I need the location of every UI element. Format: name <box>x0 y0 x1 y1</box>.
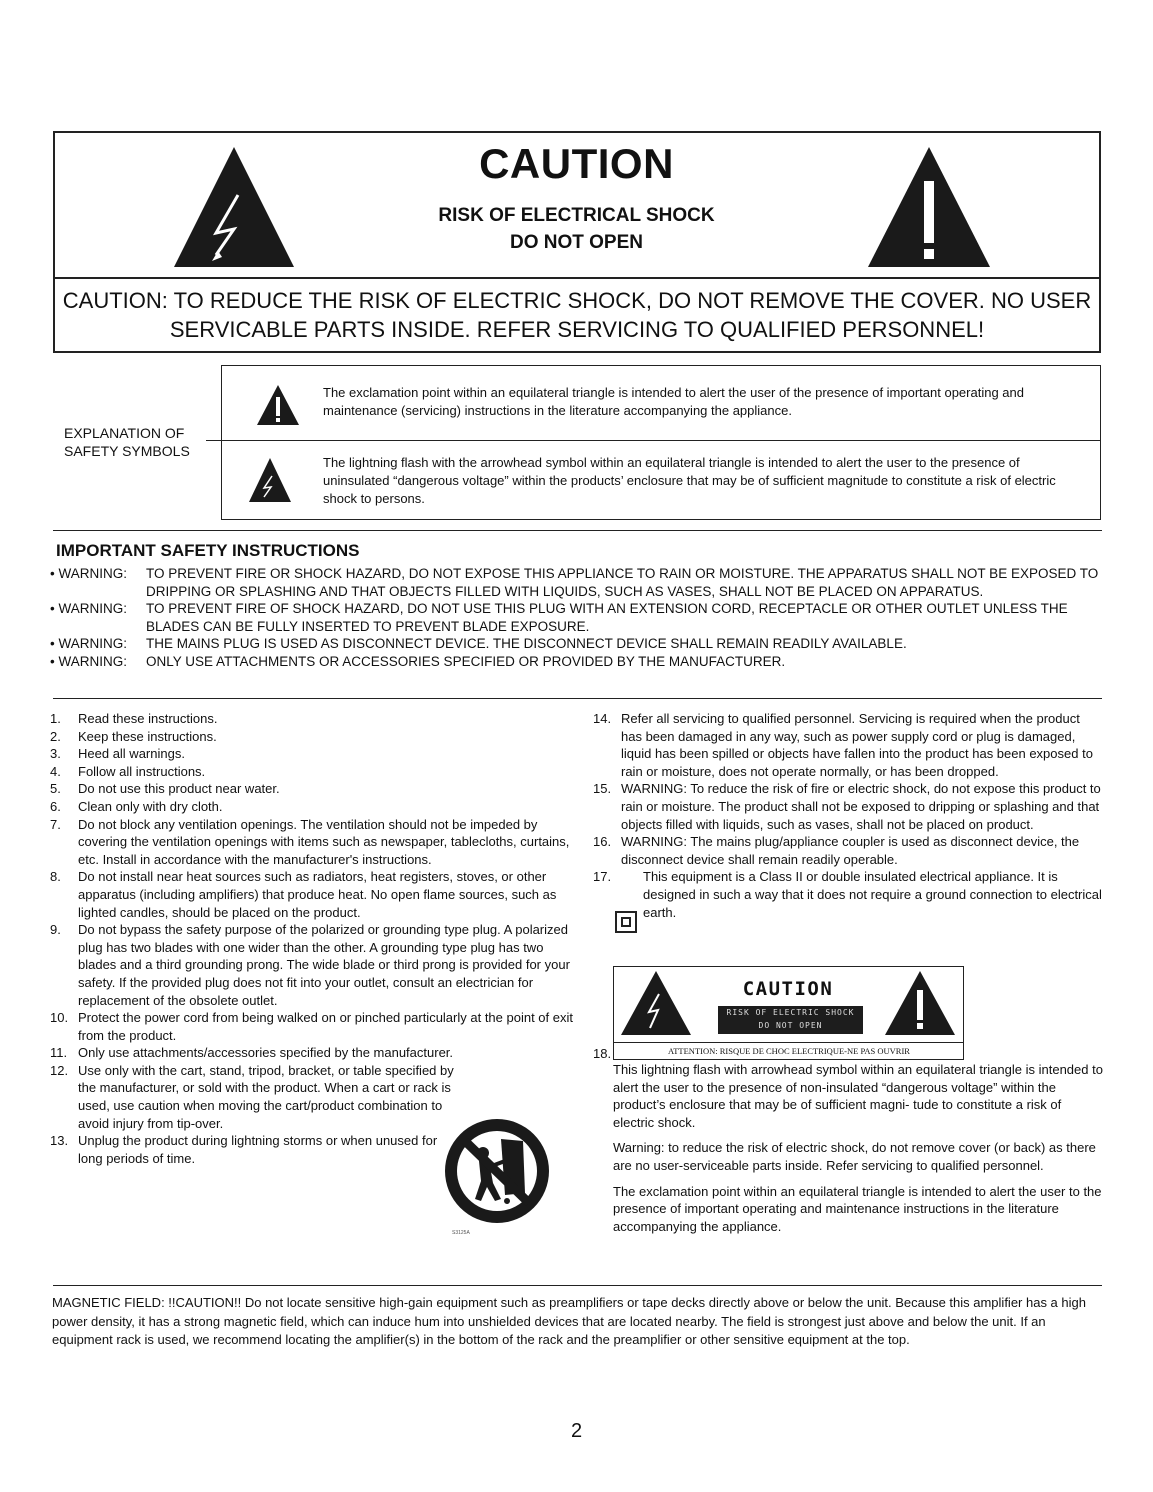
symbols-divider <box>221 440 1101 441</box>
item-number: 4. <box>50 763 61 779</box>
item-number: 7. <box>50 816 61 832</box>
exclamation-explanation: The exclamation point within an equilateral triangle is intended to alert the user of the presence of important operating and maintenance (servicing) instructions in the literature accompanying the appliance. <box>323 385 1024 418</box>
item-18-paragraph: Warning: to reduce the risk of electric shock, do not remove cover (or back) as there are no user-serviceable parts inside. Refer servicing to qualified personnel. <box>613 1140 1096 1173</box>
list-item <box>50 728 575 746</box>
divider <box>53 530 1102 531</box>
list-item <box>50 780 575 798</box>
item-text: Use only with the cart, stand, tripod, bracket, or table specified by the manufacturer, or sold with the product. When a cart or rack is used, use caution when moving the cart/product combination to avoid injury from tip-over. <box>78 1062 454 1131</box>
warning-prefix: • WARNING: <box>50 566 127 581</box>
list-item <box>50 1044 463 1062</box>
item-number: 13. <box>50 1133 69 1149</box>
list-item <box>593 833 1103 868</box>
item-number: 17. <box>593 869 612 885</box>
class-ii-inner-square <box>621 917 631 927</box>
page-number: 2 <box>570 1420 583 1442</box>
list-item <box>593 780 1103 833</box>
list-item <box>50 921 575 1009</box>
item-text: Follow all instructions. <box>78 763 206 779</box>
exclamation-triangle-icon <box>866 145 992 269</box>
label-line-1: RISK OF ELECTRIC SHOCK <box>726 1008 855 1017</box>
label-attention: ATTENTION: RISQUE DE CHOC ELECTRIQUE-NE PAS OUVRIR <box>668 1046 910 1056</box>
divider <box>53 1285 1102 1286</box>
warning-text: TO PREVENT FIRE OF SHOCK HAZARD, DO NOT USE THIS PLUG WITH AN EXTENSION CORD, RECEPTACLE OR OTHER OUTLET UNLESS THE BLADES CAN BE FULLY INSERTED TO PREVENT BLADE EXPOSURE. <box>146 601 1068 634</box>
item-number: 3. <box>50 746 61 762</box>
caution-warning-text: CAUTION: TO REDUCE THE RISK OF ELECTRIC SHOCK, DO NOT REMOVE THE COVER. NO USER SERVICABLE PARTS INSIDE. REFER SERVICING TO QUALIFIED PERSONNEL! <box>62 288 1092 342</box>
item-number: 14. <box>593 711 612 726</box>
caution-subtitle-1: RISK OF ELECTRICAL SHOCK <box>438 205 715 226</box>
caution-divider <box>53 277 1101 279</box>
warnings-list <box>50 565 1100 670</box>
item-number: 1. <box>50 711 61 726</box>
instructions-right-column <box>593 710 1103 921</box>
item-18-paragraph: This lightning flash with arrowhead symbol within an equilateral triangle is intended to alert the user to the presence of non-insulated “dangerous voltage” within the product’s enclosure that may be of sufficient magni- tude to constitute a risk of electric shock. <box>613 1062 1103 1130</box>
warning-prefix: • WARNING: <box>50 636 127 651</box>
list-item <box>50 1009 575 1044</box>
divider <box>53 698 1102 699</box>
symbols-connector <box>206 440 221 441</box>
instructions-left-column <box>50 710 575 1167</box>
cart-tip-over-warning-icon <box>443 1117 551 1225</box>
list-item <box>593 868 1103 921</box>
warning-item <box>50 565 1100 600</box>
list-item <box>50 798 575 816</box>
exclamation-triangle-icon <box>884 970 956 1036</box>
label-divider <box>613 1042 964 1043</box>
list-item <box>593 710 1103 780</box>
item-text: Unplug the product during lightning storms or when unused for long periods of time. <box>78 1133 438 1166</box>
symbols-label: EXPLANATION OF SAFETY SYMBOLS <box>64 425 190 459</box>
list-item <box>50 868 575 921</box>
item-text: Do not block any ventilation openings. The ventilation should not be impeded by covering the ventilation openings with items such as newspaper, tablecloths, curtains, etc. Install in accordance with the manufacturer's instructions. <box>78 816 570 867</box>
list-item <box>50 816 575 869</box>
item-text: WARNING: To reduce the risk of fire or electric shock, do not expose this product to rain or moisture. The product shall not be exposed to dripping or splashing and that objects filled with liquids, such as vases, shall not be placed on product. <box>621 781 1101 832</box>
item-number: 12. <box>50 1062 69 1078</box>
item-18-paragraph: The exclamation point within an equilateral triangle is intended to alert the user to the presence of important operating and maintenance instructions in the literature accompanying the appliance. <box>613 1183 1102 1234</box>
label-title: CAUTION <box>742 978 834 1000</box>
item-text: WARNING: The mains plug/appliance coupler is used as disconnect device, the disconnect device shall remain readily operable. <box>621 834 1080 867</box>
item-text: Protect the power cord from being walked on or pinched particularly at the point of exit from the product. <box>78 1010 573 1043</box>
item-text: Heed all warnings. <box>78 746 185 762</box>
warning-item <box>50 600 1100 635</box>
list-item <box>50 710 575 728</box>
item-text: Read these instructions. <box>78 711 218 726</box>
item-text: Do not bypass the safety purpose of the polarized or grounding type plug. A polarized plug has two blades with one wider than the other. A grounding type plug has two blades and a third grounding prong. The wide blade or third prong is provided for your safety. If the provided plug does not fit into your outlet, consult an electrician for replacement of the obsolete outlet. <box>78 922 570 1008</box>
lightning-triangle-icon <box>620 970 692 1036</box>
list-item <box>50 763 575 781</box>
item-number: 15. <box>593 781 612 797</box>
caution-subtitle-2: DO NOT OPEN <box>509 232 643 253</box>
warning-item <box>50 653 1100 671</box>
list-item <box>50 1132 463 1167</box>
item-text: Clean only with dry cloth. <box>78 798 223 814</box>
item-number: 18. <box>593 1046 612 1061</box>
safety-heading: IMPORTANT SAFETY INSTRUCTIONS <box>56 541 360 560</box>
item-18-body <box>613 1061 1103 1243</box>
item-number: 16. <box>593 834 612 850</box>
item-number: 6. <box>50 798 61 814</box>
list-item <box>50 745 575 763</box>
item-text: Only use attachments/accessories specified by the manufacturer. <box>78 1045 454 1061</box>
warning-text: TO PREVENT FIRE OR SHOCK HAZARD, DO NOT EXPOSE THIS APPLIANCE TO RAIN OR MOISTURE. THE APPARATUS SHALL NOT BE EXPOSED TO DRIPPING OR SPLASHING AND THAT OBJECTS FILLED WITH LIQUIDS, SUCH AS VASES, SHALL NOT BE PLACED ON APPARATUS. <box>146 566 1099 599</box>
warning-prefix: • WARNING: <box>50 601 127 616</box>
warning-text: THE MAINS PLUG IS USED AS DISCONNECT DEVICE. THE DISCONNECT DEVICE SHALL REMAIN READILY AVAILABLE. <box>146 636 907 651</box>
lightning-explanation: The lightning flash with the arrowhead symbol within an equilateral triangle is intended to alert the user to the presence of uninsulated “dangerous voltage” within the products’ enclosure that may be of sufficient magnitude to constitute a risk of electric shock to persons. <box>323 455 1056 506</box>
item-number: 2. <box>50 728 61 744</box>
item-text: Do not install near heat sources such as radiators, heat registers, stoves, or other apparatus (including amplifiers) that produce heat. No open flame sources, such as lighted candles, should be placed on the product. <box>78 869 557 920</box>
magnetic-field-notice: MAGNETIC FIELD: !!CAUTION!! Do not locate sensitive high-gain equipment such as preamplifiers or tape decks directly above or below the unit. Because this amplifier has a high power density, it has a strong magnetic field, which can induce hum into unshielded devices that are located nearby. The field is strongest just above and below the unit. If an equipment rack is used, we recommend locating the amplifier(s) in the bottom of the rack and the preamplifier or other sensitive equipment at the top. <box>52 1295 1086 1347</box>
caution-title: CAUTION <box>479 140 674 187</box>
item-number: 9. <box>50 922 61 938</box>
item-number: 11. <box>50 1045 68 1061</box>
item-text: Keep these instructions. <box>78 728 217 744</box>
lightning-triangle-icon <box>248 457 292 503</box>
item-number: 5. <box>50 781 61 797</box>
exclamation-triangle-icon <box>256 384 300 426</box>
item-text: Refer all servicing to qualified personnel. Servicing is required when the product has been damaged in any way, such as power supply cord or plug is damaged, liquid has been spilled or objects have fallen into the product has been exposed to rain or moisture, does not operate normally, or has been dropped. <box>621 711 1093 779</box>
warning-text: ONLY USE ATTACHMENTS OR ACCESSORIES SPECIFIED OR PROVIDED BY THE MANUFACTURER. <box>146 653 786 669</box>
item-number: 8. <box>50 869 61 885</box>
list-item <box>50 1062 463 1132</box>
warning-item <box>50 635 1100 653</box>
item-text: This equipment is a Class II or double insulated electrical appliance. It is designed in such a way that it does not require a ground connection to electrical earth. <box>643 869 1102 920</box>
cart-icon-code: S3125A <box>452 1230 470 1236</box>
warning-prefix: • WARNING: <box>50 653 127 669</box>
label-line-2: DO NOT OPEN <box>758 1021 823 1030</box>
item-text: Do not use this product near water. <box>78 781 280 797</box>
item-number: 10. <box>50 1010 69 1026</box>
